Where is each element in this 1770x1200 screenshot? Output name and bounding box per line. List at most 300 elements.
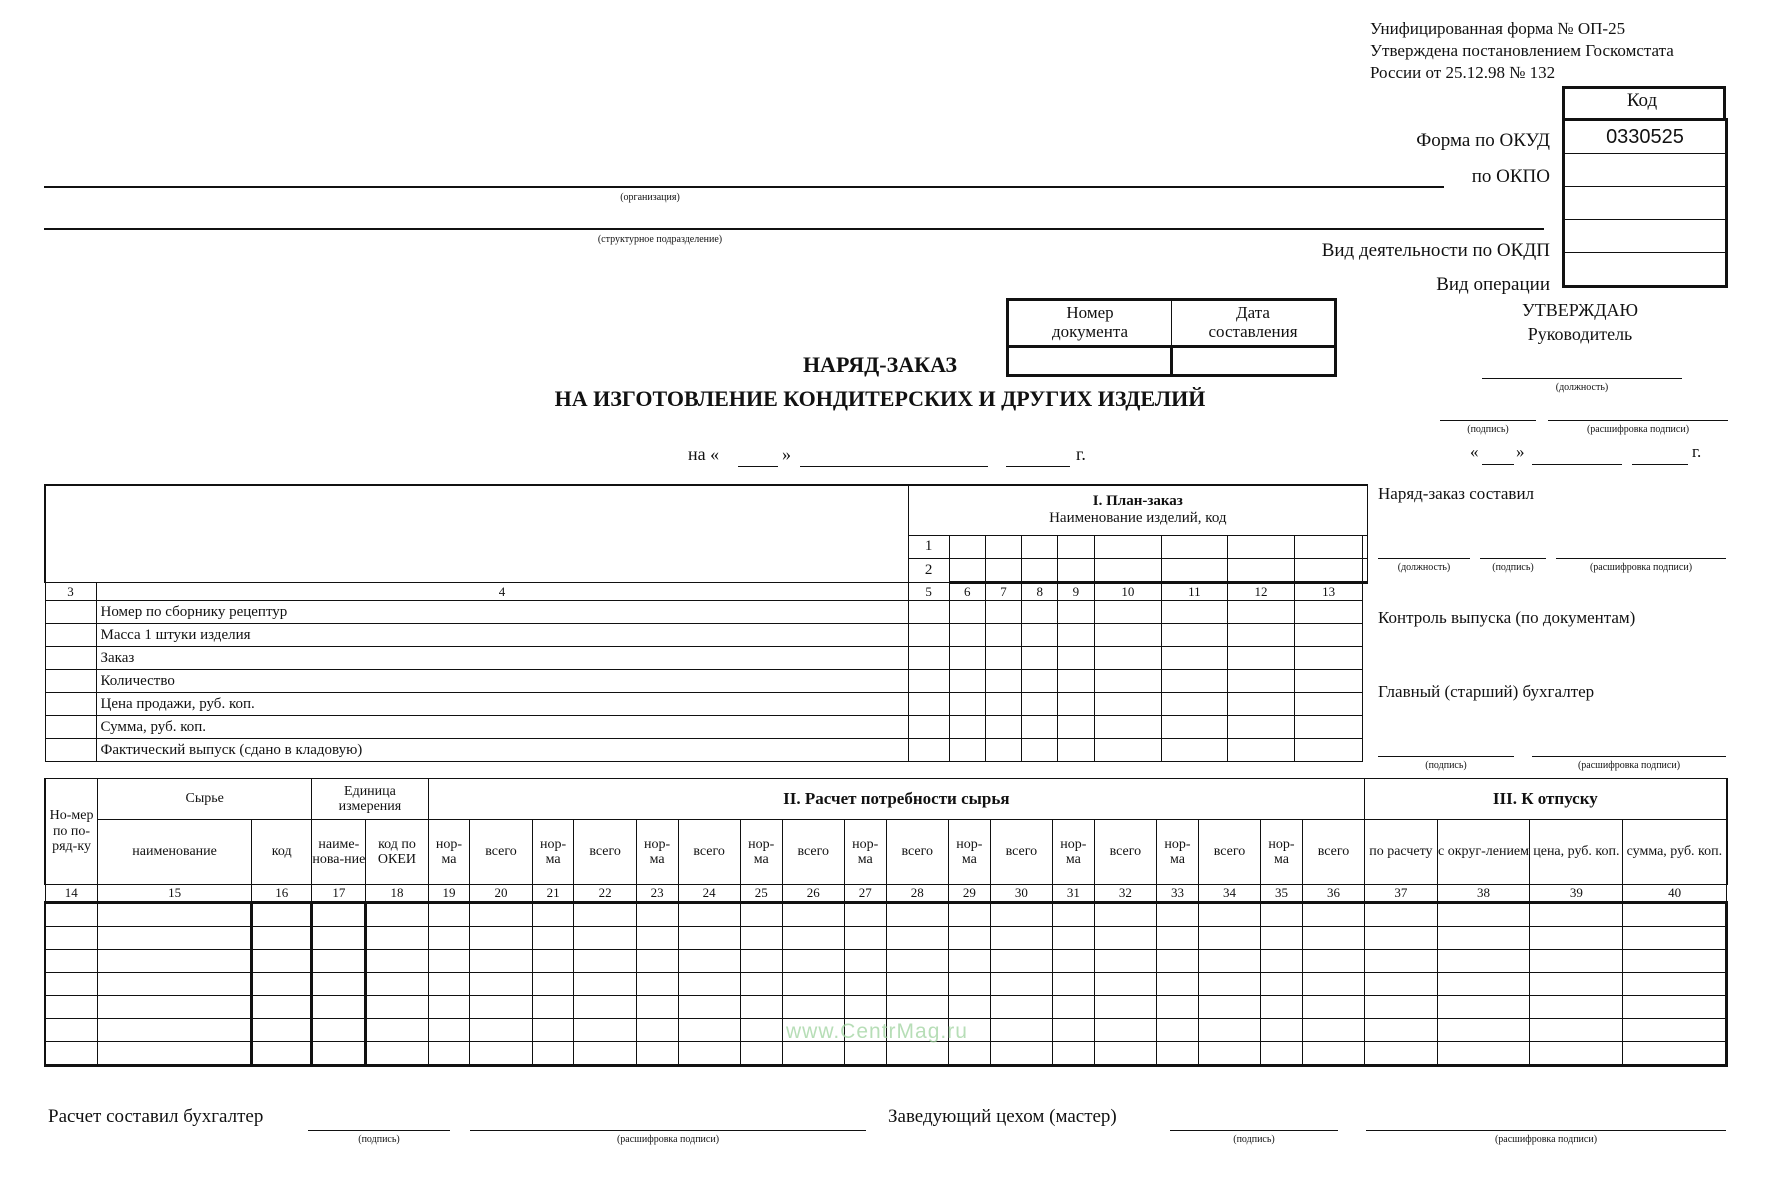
plan-value-cell[interactable]	[1227, 670, 1295, 693]
plan-value-cell[interactable]	[1094, 647, 1162, 670]
plan-value-cell[interactable]	[1227, 647, 1295, 670]
plan-product-cell[interactable]	[1022, 535, 1058, 558]
plan-row-label: Заказ	[96, 647, 908, 670]
calc-data-cell[interactable]	[470, 973, 532, 996]
calc-data-cell[interactable]	[1261, 973, 1303, 996]
calc-data-cell[interactable]	[252, 927, 312, 950]
plan-value-cell[interactable]	[1295, 670, 1363, 693]
plan-value-cell[interactable]	[908, 670, 949, 693]
calc-data-cell[interactable]	[98, 1042, 252, 1066]
plan-value-cell[interactable]	[985, 624, 1021, 647]
plan-product-cell[interactable]	[1162, 558, 1227, 582]
plan-product-cell[interactable]	[1227, 558, 1295, 582]
rp-decode-line[interactable]	[1556, 558, 1726, 559]
calc-data-cell[interactable]	[1094, 1019, 1156, 1042]
plan-product-cell[interactable]	[1058, 558, 1094, 582]
calc-data-cell[interactable]	[532, 927, 574, 950]
calc-data-cell[interactable]	[678, 950, 740, 973]
calc-data-cell[interactable]	[844, 973, 886, 996]
rp-position-line[interactable]	[1378, 558, 1470, 559]
calc-data-cell[interactable]	[886, 996, 948, 1019]
calc-data-cell[interactable]	[990, 973, 1052, 996]
plan-value-cell[interactable]	[1162, 647, 1227, 670]
calc-data-cell[interactable]	[1052, 1019, 1094, 1042]
calc-data-cell[interactable]	[1302, 950, 1364, 973]
calc-data-cell[interactable]	[636, 996, 678, 1019]
calc-data-cell[interactable]	[782, 1042, 844, 1066]
calc-data-cell[interactable]	[252, 1019, 312, 1042]
calc-data-cell[interactable]	[636, 1019, 678, 1042]
calc-data-cell[interactable]	[45, 927, 98, 950]
calc-data-cell[interactable]	[1623, 1019, 1727, 1042]
calc-data-cell[interactable]	[574, 973, 636, 996]
calc-data-cell[interactable]	[1623, 973, 1727, 996]
calc-data-cell[interactable]	[1052, 973, 1094, 996]
doc-number-field[interactable]	[1008, 347, 1172, 376]
plan-value-cell[interactable]	[1227, 601, 1295, 624]
calc-data-cell[interactable]	[366, 1042, 428, 1066]
calc-data-cell[interactable]	[1094, 903, 1156, 927]
calc-data-cell[interactable]	[532, 1042, 574, 1066]
plan-product-cell[interactable]	[1162, 535, 1227, 558]
calc-data-cell[interactable]	[252, 950, 312, 973]
calc-data-cell[interactable]	[574, 927, 636, 950]
plan-col-number: 10	[1094, 583, 1162, 601]
plan-product-cell[interactable]	[1058, 535, 1094, 558]
calc-data-cell[interactable]	[1365, 927, 1437, 950]
plan-value-cell[interactable]	[1022, 693, 1058, 716]
calc-data-cell[interactable]	[740, 996, 782, 1019]
calc-data-cell[interactable]	[1198, 950, 1260, 973]
doc-date-field[interactable]	[1172, 347, 1336, 376]
plan-product-cell[interactable]	[1227, 535, 1295, 558]
calc-data-cell[interactable]	[990, 950, 1052, 973]
calc-data-cell[interactable]	[844, 950, 886, 973]
plan-value-cell[interactable]	[1058, 716, 1094, 739]
footer-sign-line[interactable]	[308, 1130, 450, 1131]
calc-col-number: 36	[1302, 885, 1364, 903]
calc-data-cell[interactable]	[312, 903, 366, 927]
plan-value-cell[interactable]	[1094, 739, 1162, 762]
plan-value-cell[interactable]	[1022, 624, 1058, 647]
calc-data-cell[interactable]	[428, 927, 470, 950]
calc-data-cell[interactable]	[470, 927, 532, 950]
plan-value-cell[interactable]	[1227, 739, 1295, 762]
plan-value-cell[interactable]	[1058, 647, 1094, 670]
calc-data-cell[interactable]	[45, 973, 98, 996]
calc-price-header: цена, руб. коп.	[1530, 820, 1623, 885]
approve-year-line[interactable]	[1632, 464, 1688, 465]
calc-data-cell[interactable]	[45, 903, 98, 927]
calc-data-cell[interactable]	[98, 903, 252, 927]
plan-value-cell[interactable]	[908, 693, 949, 716]
calc-data-cell[interactable]	[312, 1019, 366, 1042]
plan-value-cell[interactable]	[1094, 624, 1162, 647]
plan-value-cell[interactable]	[985, 693, 1021, 716]
plan-value-cell[interactable]	[1022, 670, 1058, 693]
calc-data-cell[interactable]	[1094, 996, 1156, 1019]
plan-value-cell[interactable]	[949, 739, 985, 762]
calc-data-cell[interactable]	[312, 950, 366, 973]
calc-data-cell[interactable]	[1530, 950, 1623, 973]
calc-data-cell[interactable]	[1157, 927, 1199, 950]
plan-value-cell[interactable]	[1094, 716, 1162, 739]
calc-data-cell[interactable]	[636, 973, 678, 996]
calc-data-cell[interactable]	[886, 1042, 948, 1066]
calc-data-cell[interactable]	[740, 927, 782, 950]
plan-value-cell[interactable]	[985, 716, 1021, 739]
plan-value-cell[interactable]	[985, 739, 1021, 762]
calc-data-cell[interactable]	[1052, 1042, 1094, 1066]
calc-data-cell[interactable]	[844, 1042, 886, 1066]
calc-data-cell[interactable]	[1261, 903, 1303, 927]
calc-data-cell[interactable]	[366, 927, 428, 950]
calc-data-cell[interactable]	[98, 927, 252, 950]
plan-product-cell[interactable]	[1362, 558, 1367, 582]
plan-value-cell[interactable]	[908, 647, 949, 670]
calc-data-cell[interactable]	[948, 950, 990, 973]
calc-data-cell[interactable]	[1623, 996, 1727, 1019]
calc-data-cell[interactable]	[1198, 1019, 1260, 1042]
calc-data-cell[interactable]	[574, 1019, 636, 1042]
calc-data-cell[interactable]	[428, 950, 470, 973]
plan-value-cell[interactable]	[908, 601, 949, 624]
plan-value-cell[interactable]	[1058, 739, 1094, 762]
calc-data-cell[interactable]	[1094, 973, 1156, 996]
calc-data-cell[interactable]	[1052, 996, 1094, 1019]
calc-data-cell[interactable]	[1365, 973, 1437, 996]
calc-data-cell[interactable]	[98, 996, 252, 1019]
calc-data-cell[interactable]	[844, 903, 886, 927]
calc-data-cell[interactable]	[990, 996, 1052, 1019]
plan-value-cell[interactable]	[1022, 739, 1058, 762]
plan-value-cell[interactable]	[1094, 693, 1162, 716]
plan-value-cell[interactable]	[949, 624, 985, 647]
plan-value-cell[interactable]	[1094, 601, 1162, 624]
plan-value-cell[interactable]	[985, 601, 1021, 624]
calc-data-cell[interactable]	[782, 927, 844, 950]
plan-value-cell[interactable]	[1022, 716, 1058, 739]
calc-data-cell[interactable]	[252, 996, 312, 1019]
calc-data-cell[interactable]	[740, 903, 782, 927]
calc-data-cell[interactable]	[366, 973, 428, 996]
calc-data-cell[interactable]	[948, 973, 990, 996]
calc-data-cell[interactable]	[948, 1042, 990, 1066]
calc-data-cell[interactable]	[98, 950, 252, 973]
okud-value[interactable]: 0330525	[1564, 120, 1727, 154]
plan-value-cell[interactable]	[949, 716, 985, 739]
approve-month-line[interactable]	[1532, 464, 1622, 465]
calc-data-cell[interactable]	[886, 927, 948, 950]
calc-data-cell[interactable]	[1623, 1042, 1727, 1066]
calc-data-cell[interactable]	[1530, 973, 1623, 996]
plan-value-cell[interactable]	[985, 647, 1021, 670]
plan-value-cell[interactable]	[1227, 624, 1295, 647]
calc-data-cell[interactable]	[1437, 1019, 1530, 1042]
calc-data-cell[interactable]	[990, 927, 1052, 950]
calc-data-cell[interactable]	[98, 973, 252, 996]
calc-data-cell[interactable]	[1365, 903, 1437, 927]
approve-position-line[interactable]	[1482, 378, 1682, 379]
calc-data-cell[interactable]	[948, 996, 990, 1019]
calc-data-cell[interactable]	[782, 973, 844, 996]
calc-data-cell[interactable]	[1198, 1042, 1260, 1066]
calc-data-cell[interactable]	[1530, 903, 1623, 927]
calc-data-cell[interactable]	[1530, 1019, 1623, 1042]
calc-data-cell[interactable]	[1437, 996, 1530, 1019]
calc-data-cell[interactable]	[574, 996, 636, 1019]
calc-data-cell[interactable]	[470, 1042, 532, 1066]
rp-decode-line2[interactable]	[1532, 756, 1726, 757]
plan-value-cell[interactable]	[1162, 739, 1227, 762]
calc-data-cell[interactable]	[886, 903, 948, 927]
calc-data-cell[interactable]	[1198, 903, 1260, 927]
date-prefix: на «	[688, 444, 720, 464]
calc-data-cell[interactable]	[428, 1042, 470, 1066]
plan-product-cell[interactable]	[985, 535, 1021, 558]
org-line[interactable]	[44, 186, 1444, 188]
plan-product-cell[interactable]	[1362, 535, 1367, 558]
plan-value-cell[interactable]	[1058, 693, 1094, 716]
calc-data-cell[interactable]	[948, 903, 990, 927]
plan-value-cell[interactable]	[985, 670, 1021, 693]
calc-col-number: 22	[574, 885, 636, 903]
calc-data-cell[interactable]	[1530, 927, 1623, 950]
footer-decode-line2[interactable]	[1366, 1130, 1726, 1131]
dept-line[interactable]	[44, 228, 1544, 230]
plan-value-cell[interactable]	[1022, 647, 1058, 670]
calc-data-cell[interactable]	[1365, 996, 1437, 1019]
calc-data-cell[interactable]	[470, 950, 532, 973]
calc-data-cell[interactable]	[312, 1042, 366, 1066]
calc-data-cell[interactable]	[1157, 1042, 1199, 1066]
plan-value-cell[interactable]	[1295, 647, 1363, 670]
calc-data-cell[interactable]	[1198, 996, 1260, 1019]
calc-data-cell[interactable]	[45, 950, 98, 973]
date-month-line[interactable]	[800, 466, 988, 467]
operation-value[interactable]	[1564, 253, 1727, 287]
calc-data-cell[interactable]	[1157, 950, 1199, 973]
plan-value-cell[interactable]	[949, 601, 985, 624]
calc-data-cell[interactable]	[574, 1042, 636, 1066]
calc-data-cell[interactable]	[948, 927, 990, 950]
approve-day-line[interactable]	[1482, 464, 1514, 465]
footer-decode-line[interactable]	[470, 1130, 866, 1131]
plan-value-cell[interactable]	[908, 624, 949, 647]
calc-data-cell[interactable]	[45, 1019, 98, 1042]
calc-data-cell[interactable]	[252, 1042, 312, 1066]
calc-data-cell[interactable]	[1623, 927, 1727, 950]
calc-data-cell[interactable]	[366, 996, 428, 1019]
plan-value-cell[interactable]	[1295, 601, 1363, 624]
plan-value-cell[interactable]	[1162, 716, 1227, 739]
calc-data-cell[interactable]	[1365, 1019, 1437, 1042]
calc-data-cell[interactable]	[1530, 996, 1623, 1019]
calc-data-cell[interactable]	[1052, 903, 1094, 927]
calc-data-cell[interactable]	[532, 996, 574, 1019]
plan-product-cell[interactable]	[985, 558, 1021, 582]
calc-data-cell[interactable]	[740, 973, 782, 996]
calc-data-cell[interactable]	[1157, 973, 1199, 996]
plan-value-cell[interactable]	[1162, 693, 1227, 716]
plan-product-cell[interactable]	[1022, 558, 1058, 582]
calc-data-cell[interactable]	[636, 950, 678, 973]
calc-data-cell[interactable]	[1437, 1042, 1530, 1066]
calc-data-cell[interactable]	[574, 903, 636, 927]
calc-data-cell[interactable]	[1623, 903, 1727, 927]
calc-data-cell[interactable]	[1261, 1019, 1303, 1042]
calc-data-cell[interactable]	[990, 903, 1052, 927]
calc-data-cell[interactable]	[1302, 903, 1364, 927]
calc-data-cell[interactable]	[740, 1019, 782, 1042]
calc-data-cell[interactable]	[678, 973, 740, 996]
calc-data-cell[interactable]	[990, 1042, 1052, 1066]
calc-data-cell[interactable]	[678, 903, 740, 927]
calc-data-cell[interactable]	[312, 996, 366, 1019]
plan-value-cell[interactable]	[1058, 670, 1094, 693]
plan-value-cell[interactable]	[949, 670, 985, 693]
calc-data-cell[interactable]	[312, 927, 366, 950]
calc-data-cell[interactable]	[1365, 1042, 1437, 1066]
calc-data-cell[interactable]	[1157, 1019, 1199, 1042]
calc-data-cell[interactable]	[678, 1042, 740, 1066]
calc-data-cell[interactable]	[1261, 927, 1303, 950]
calc-data-cell[interactable]	[1623, 950, 1727, 973]
plan-value-cell[interactable]	[908, 716, 949, 739]
calc-data-cell[interactable]	[428, 973, 470, 996]
calc-data-cell[interactable]	[1261, 996, 1303, 1019]
calc-data-cell[interactable]	[366, 950, 428, 973]
plan-value-cell[interactable]	[1227, 693, 1295, 716]
plan-value-cell[interactable]	[949, 647, 985, 670]
plan-value-cell[interactable]	[908, 739, 949, 762]
calc-data-cell[interactable]	[1530, 1042, 1623, 1066]
calc-data-cell[interactable]	[428, 1019, 470, 1042]
okpo-value[interactable]	[1564, 154, 1727, 187]
calc-data-cell[interactable]	[782, 903, 844, 927]
plan-product-cell[interactable]	[1295, 558, 1363, 582]
plan-value-cell[interactable]	[1162, 670, 1227, 693]
plan-value-cell[interactable]	[1295, 693, 1363, 716]
calc-data-cell[interactable]	[1437, 903, 1530, 927]
calc-data-cell[interactable]	[844, 927, 886, 950]
plan-value-cell[interactable]	[1295, 716, 1363, 739]
calc-data-cell[interactable]	[1437, 950, 1530, 973]
approve-sign-line[interactable]	[1440, 420, 1536, 421]
plan-product-cell[interactable]	[949, 535, 985, 558]
calc-data-cell[interactable]	[636, 1042, 678, 1066]
plan-value-cell[interactable]	[1295, 739, 1363, 762]
date-year-line[interactable]	[1006, 466, 1070, 467]
calc-data-cell[interactable]	[312, 973, 366, 996]
calc-data-cell[interactable]	[1157, 996, 1199, 1019]
plan-product-cell[interactable]	[1094, 558, 1162, 582]
calc-data-cell[interactable]	[366, 903, 428, 927]
calc-data-cell[interactable]	[1094, 950, 1156, 973]
calc-data-cell[interactable]	[1094, 927, 1156, 950]
plan-value-cell[interactable]	[1022, 601, 1058, 624]
calc-data-cell[interactable]	[844, 996, 886, 1019]
calc-data-cell[interactable]	[1094, 1042, 1156, 1066]
calc-data-cell[interactable]	[470, 1019, 532, 1042]
plan-value-cell[interactable]	[1058, 601, 1094, 624]
calc-data-cell[interactable]	[1437, 927, 1530, 950]
calc-data-cell[interactable]	[1302, 927, 1364, 950]
calc-data-cell[interactable]	[532, 950, 574, 973]
calc-data-cell[interactable]	[782, 950, 844, 973]
calc-data-cell[interactable]	[740, 1042, 782, 1066]
calc-data-cell[interactable]	[1052, 950, 1094, 973]
plan-value-cell[interactable]	[1162, 624, 1227, 647]
calc-data-cell[interactable]	[532, 903, 574, 927]
calc-data-cell[interactable]	[574, 950, 636, 973]
calc-data-cell[interactable]	[428, 996, 470, 1019]
okdp-value[interactable]	[1564, 220, 1727, 253]
date-day-line[interactable]	[738, 466, 778, 467]
calc-data-cell[interactable]	[678, 996, 740, 1019]
calc-data-cell[interactable]	[1261, 950, 1303, 973]
calc-data-cell[interactable]	[990, 1019, 1052, 1042]
calc-data-cell[interactable]	[1198, 973, 1260, 996]
plan-product-cell[interactable]	[1094, 535, 1162, 558]
calc-data-cell[interactable]	[740, 950, 782, 973]
plan-value-cell[interactable]	[1058, 624, 1094, 647]
calc-data-cell[interactable]	[1365, 950, 1437, 973]
calc-data-cell[interactable]	[470, 903, 532, 927]
calc-data-cell[interactable]	[782, 996, 844, 1019]
calc-data-cell[interactable]	[1198, 927, 1260, 950]
calc-data-cell[interactable]	[1302, 1019, 1364, 1042]
plan-product-cell[interactable]	[1295, 535, 1363, 558]
calc-data-cell[interactable]	[1302, 973, 1364, 996]
calc-data-cell[interactable]	[1437, 973, 1530, 996]
calc-data-cell[interactable]	[1157, 903, 1199, 927]
plan-value-cell[interactable]	[1295, 624, 1363, 647]
calc-data-cell[interactable]	[1302, 996, 1364, 1019]
calc-data-cell[interactable]	[45, 1042, 98, 1066]
plan-value-cell[interactable]	[1162, 601, 1227, 624]
calc-data-cell[interactable]	[366, 1019, 428, 1042]
plan-value-cell[interactable]	[949, 693, 985, 716]
calc-data-cell[interactable]	[428, 903, 470, 927]
plan-product-cell[interactable]	[949, 558, 985, 582]
calc-data-cell[interactable]	[678, 1019, 740, 1042]
plan-value-cell[interactable]	[1094, 670, 1162, 693]
calc-data-cell[interactable]	[886, 950, 948, 973]
calc-data-cell[interactable]	[532, 1019, 574, 1042]
calc-data-cell[interactable]	[252, 973, 312, 996]
calc-data-cell[interactable]	[636, 927, 678, 950]
rp-sign-line2[interactable]	[1378, 756, 1514, 757]
calc-data-cell[interactable]	[470, 996, 532, 1019]
plan-row-label: Номер по сборнику рецептур	[96, 601, 908, 624]
calc-data-cell[interactable]	[678, 927, 740, 950]
approve-decode-line[interactable]	[1548, 420, 1728, 421]
rp-sign-line[interactable]	[1480, 558, 1546, 559]
plan-value-cell[interactable]	[1227, 716, 1295, 739]
calc-data-cell[interactable]	[45, 996, 98, 1019]
blank-code[interactable]	[1564, 187, 1727, 220]
calc-data-cell[interactable]	[252, 903, 312, 927]
calc-data-cell[interactable]	[98, 1019, 252, 1042]
footer-sign-line2[interactable]	[1170, 1130, 1338, 1131]
calc-data-cell[interactable]	[1052, 927, 1094, 950]
calc-data-cell[interactable]	[636, 903, 678, 927]
calc-data-cell[interactable]	[532, 973, 574, 996]
calc-data-cell[interactable]	[1261, 1042, 1303, 1066]
calc-data-cell[interactable]	[886, 973, 948, 996]
calc-data-cell[interactable]	[1302, 1042, 1364, 1066]
